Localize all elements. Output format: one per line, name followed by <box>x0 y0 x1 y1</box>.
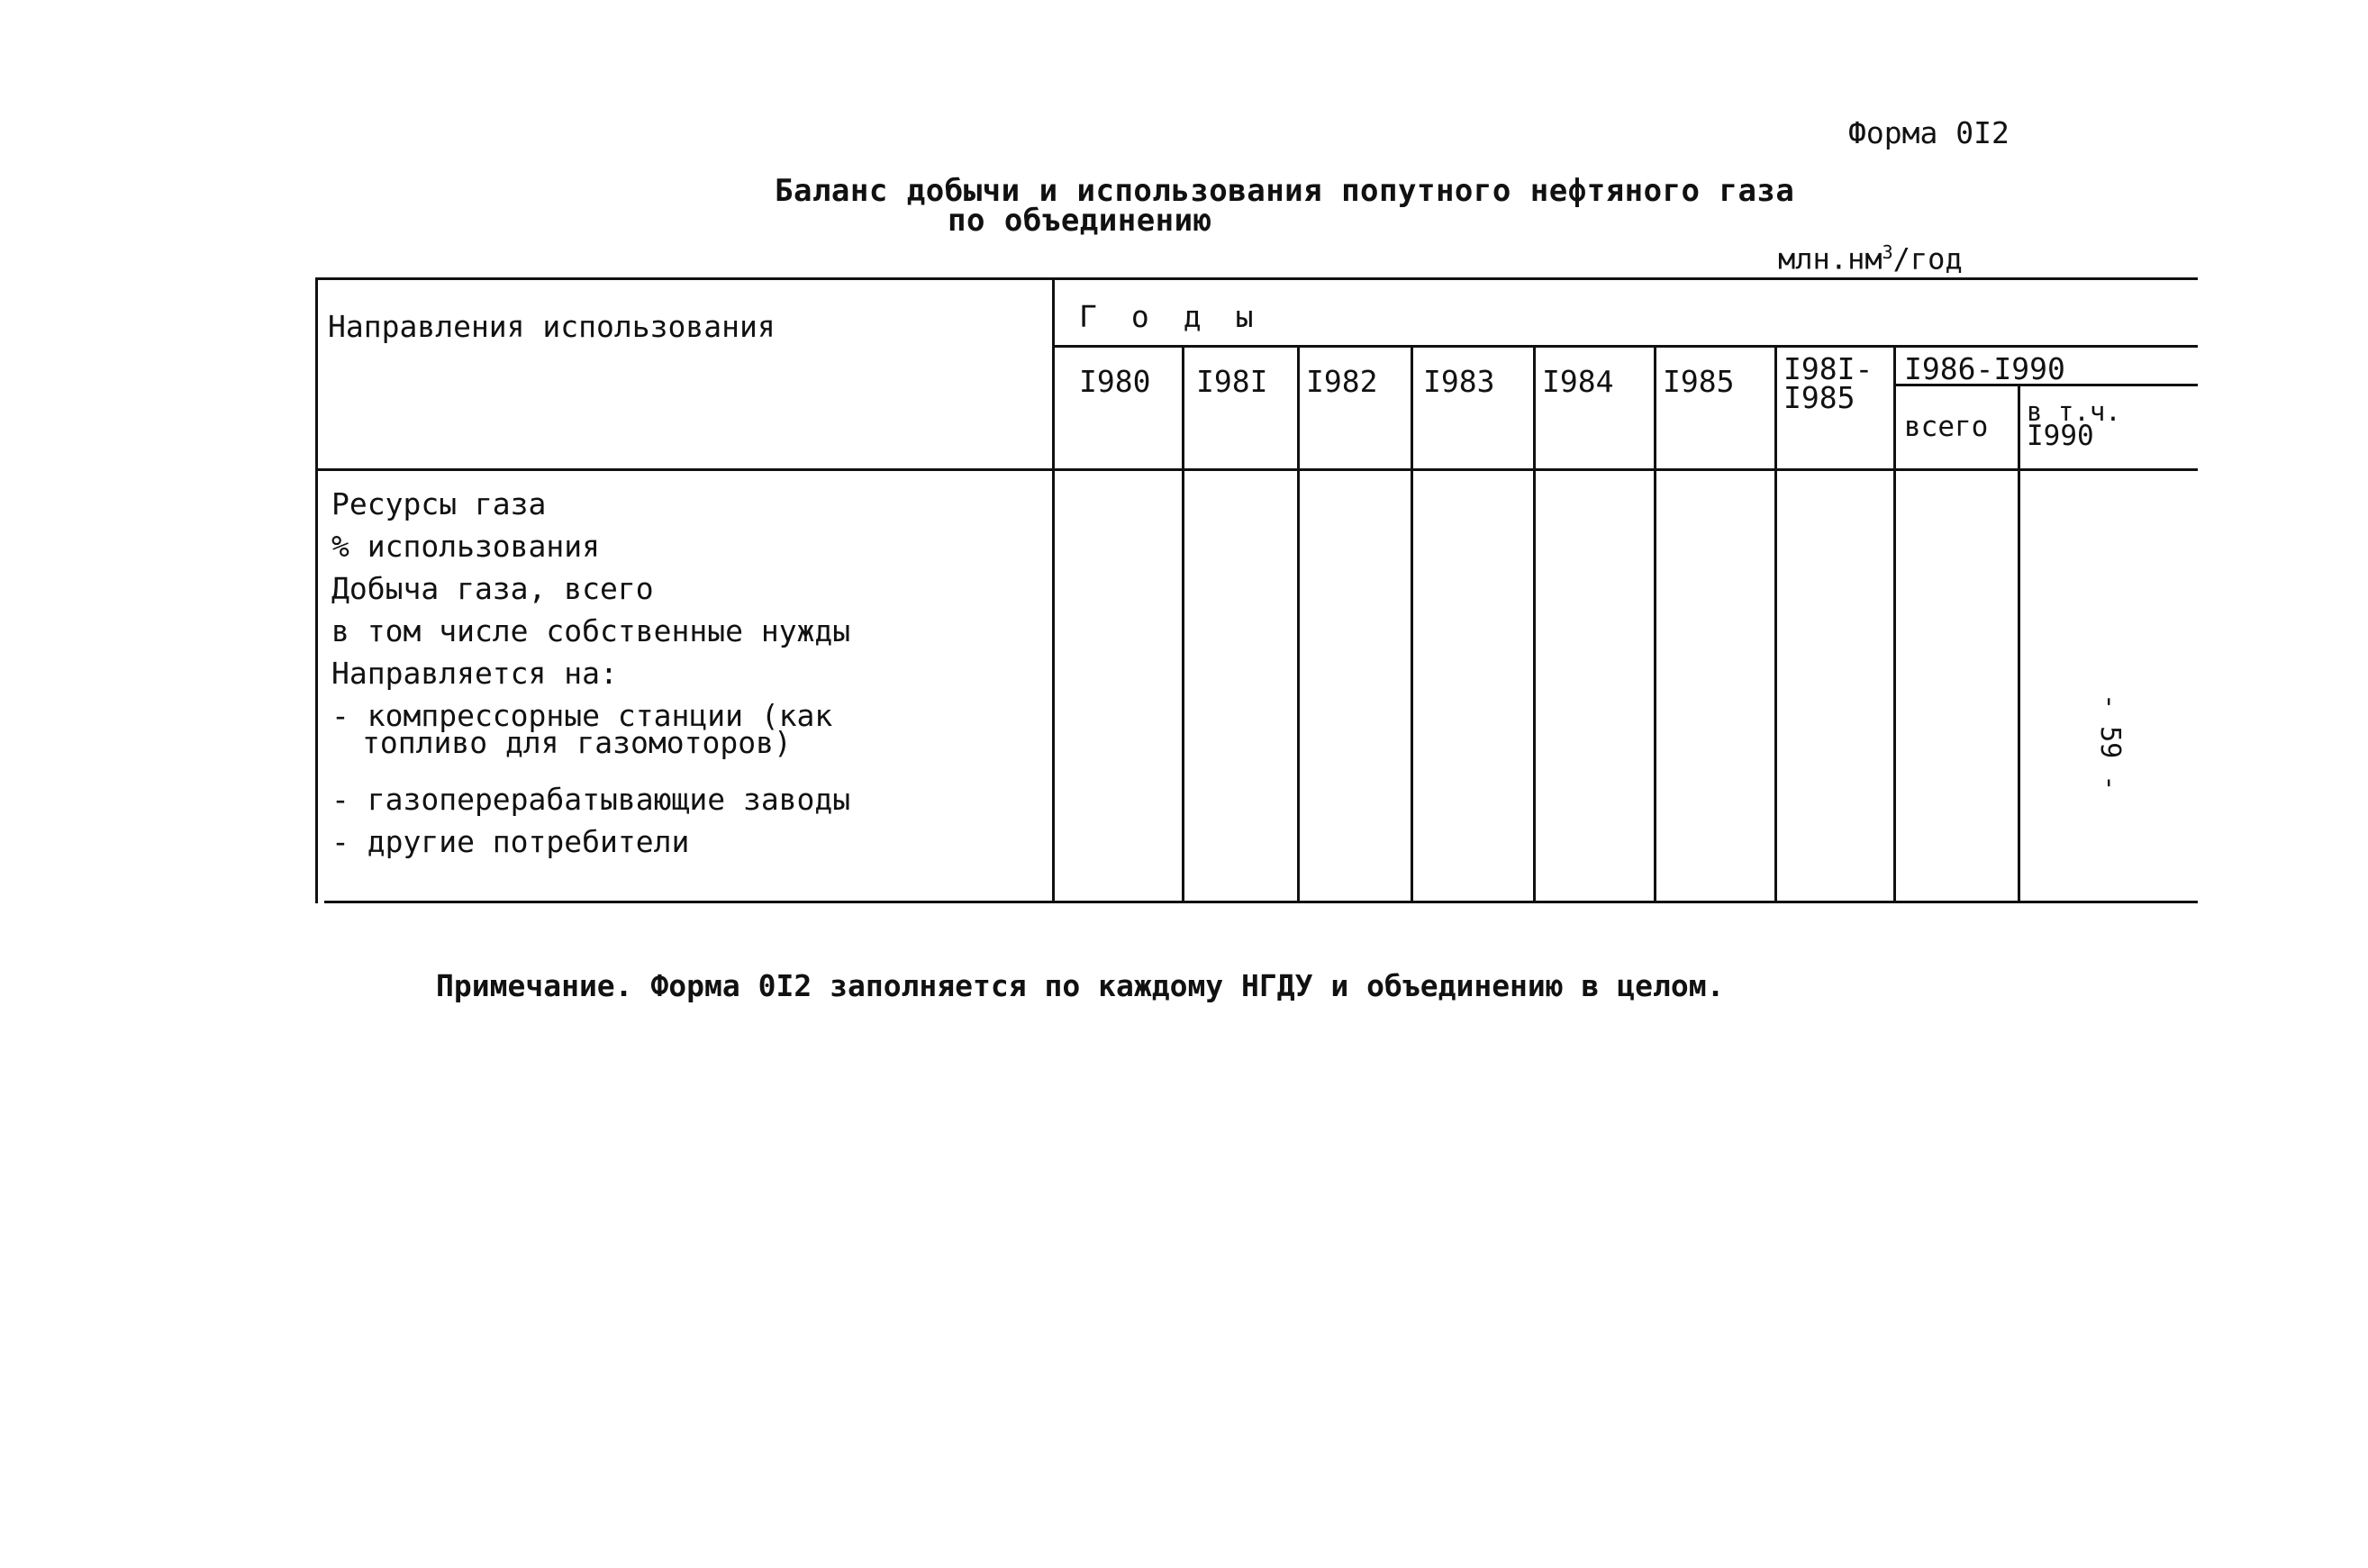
row-label-usage-percent: % использования <box>331 529 601 564</box>
directions-header: Направления использования <box>328 309 776 344</box>
year-header-1981: I98I <box>1196 364 1268 399</box>
years-header: Годы <box>1079 299 1288 334</box>
table-bottom-border <box>324 901 2198 903</box>
document-title-line2: по объединению <box>948 203 1212 239</box>
year-header-1982: I982 <box>1306 364 1378 399</box>
header-bottom-border <box>315 468 2198 471</box>
col-total-divider <box>2018 384 2020 903</box>
gas-balance-table <box>315 277 2198 906</box>
row-label-directed-to: Направляется на: <box>331 656 618 691</box>
range-header-line2: I985 <box>1783 380 1855 415</box>
col-1982-divider <box>1411 345 1413 903</box>
row-label-other-consumers: - другие потребители <box>331 824 690 859</box>
row-label-compressor-stations-cont: топливо для газомоторов) <box>362 725 792 760</box>
period-header: I986-I990 <box>1904 351 2065 386</box>
form-label: Форма 0I2 <box>1848 115 2010 150</box>
table-left-border <box>315 277 318 903</box>
period-incl-header-line1: в т.ч. <box>2027 396 2121 427</box>
units-suffix: /год <box>1892 241 1963 276</box>
label-column-divider <box>1052 277 1055 903</box>
row-label-gas-processing-plants: - газоперерабатывающие заводы <box>331 782 851 817</box>
row-label-gas-production-total: Добыча газа, всего <box>331 571 654 606</box>
col-1981-divider <box>1297 345 1300 903</box>
col-1983-divider <box>1533 345 1536 903</box>
col-1985-divider <box>1774 345 1777 903</box>
col-range-divider <box>1893 345 1896 903</box>
units-superscript: 3 <box>1882 241 1893 263</box>
row-label-compressor-stations: - компрессорные станции (как <box>331 698 833 733</box>
row-label-own-needs: в том числе собственные нужды <box>331 613 851 648</box>
col-1980-divider <box>1182 345 1184 903</box>
col-1984-divider <box>1654 345 1656 903</box>
units-label <box>1778 241 1963 276</box>
table-top-border <box>315 277 2198 280</box>
year-header-1985: I985 <box>1663 364 1735 399</box>
year-header-1984: I984 <box>1542 364 1614 399</box>
range-header-line1: I98I- <box>1783 351 1874 386</box>
footnote: Примечание. Форма 0I2 заполняется по каждому НГДУ и объединению в целом. <box>436 968 1725 1003</box>
year-header-1980: I980 <box>1079 364 1151 399</box>
document-title-line1: Баланс добычи и использования попутного нефтяного газа <box>775 173 1795 209</box>
period-incl-header-line2: I990 <box>2027 420 2094 452</box>
units-prefix: млн.нм <box>1778 241 1883 276</box>
page-number: - 59 - <box>2094 693 2126 792</box>
period-total-header: всего <box>1904 411 1989 443</box>
years-header-divider <box>1052 345 2198 348</box>
row-label-gas-resources: Ресурсы газа <box>331 486 547 521</box>
year-header-1983: I983 <box>1423 364 1495 399</box>
